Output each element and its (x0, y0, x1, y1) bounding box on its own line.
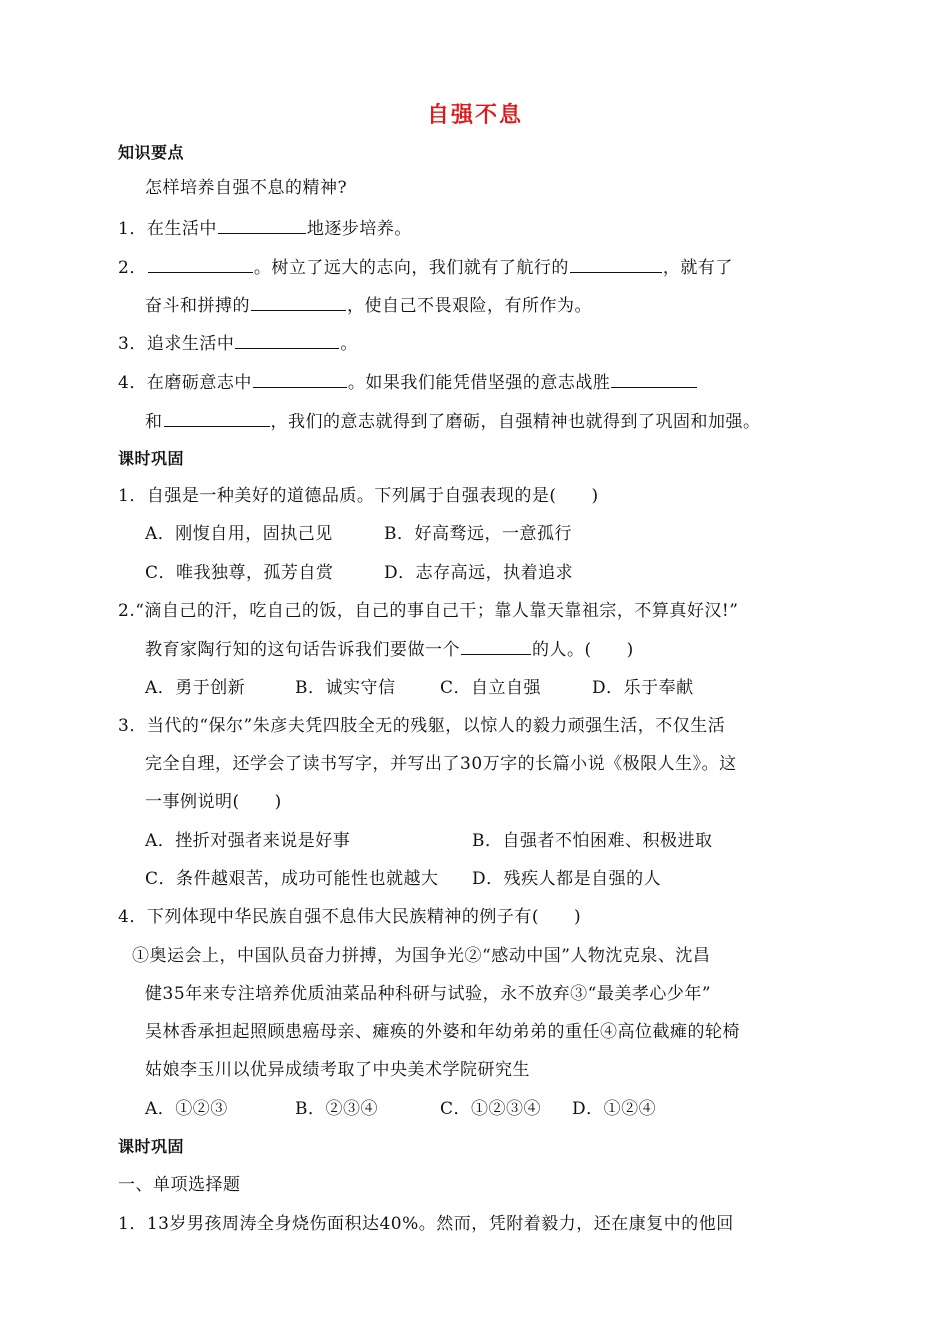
text-fragment: 。树立了远大的志向，我们就有了航行的 (253, 258, 569, 278)
fill-blank (251, 293, 346, 311)
fill-blank (164, 409, 270, 427)
text-fragment: 3．追求生活中 (118, 334, 235, 354)
text-fragment: 。 (340, 334, 358, 354)
section-heading-knowledge: 知识要点 (118, 143, 185, 162)
q2-option-b: B．诚实守信 (295, 678, 396, 698)
q3-option-d: D．残疾人都是自强的人 (472, 869, 662, 889)
question-3-cont-1: 完全自理，还学会了读书写字，并写出了30万字的长篇小说《极限人生》。这 (145, 754, 737, 774)
text-fragment: 和 (145, 412, 163, 432)
text-fragment: 2． (118, 258, 147, 278)
question-2: 2.“滴自己的汗，吃自己的饭，自己的事自己干；靠人靠天靠祖宗，不算真好汉!” (118, 601, 739, 621)
question-1: 1．自强是一种美好的道德品质。下列属于自强表现的是( ) (118, 486, 599, 506)
text-fragment: 4．在磨砺意志中 (118, 373, 252, 393)
knowledge-item-1 (118, 216, 412, 241)
q1-option-d: D．志存高远，执着追求 (384, 563, 574, 583)
q3-option-b: B．自强者不怕困难、积极进取 (472, 831, 713, 851)
question-4: 4．下列体现中华民族自强不息伟大民族精神的例子有( ) (118, 907, 582, 927)
q1-option-c: C．唯我独尊，孤芳自赏 (145, 563, 334, 583)
practice-question-1: 1．13岁男孩周涛全身烧伤面积达40%。然而，凭附着毅力，还在康复中的他回 (118, 1214, 734, 1234)
knowledge-item-2-cont (145, 293, 592, 318)
text-fragment: 1．在生活中 (118, 219, 217, 239)
fill-blank (253, 370, 347, 388)
q1-option-a: A．刚愎自用，固执己见 (145, 524, 333, 544)
knowledge-item-4 (118, 370, 698, 395)
knowledge-item-4-cont (145, 409, 761, 434)
q4-option-d: D．①②④ (572, 1099, 657, 1119)
q4-option-c: C．①②③④ (440, 1099, 542, 1119)
fill-blank (570, 255, 662, 273)
page-title: 自强不息 (426, 103, 523, 128)
text-fragment: 地逐步培养。 (306, 219, 412, 239)
question-4-cont-4: 姑娘李玉川以优异成绩考取了中央美术学院研究生 (145, 1060, 530, 1080)
subsection-heading: 一、单项选择题 (118, 1175, 241, 1195)
knowledge-item-3 (118, 331, 358, 356)
fill-blank (611, 370, 697, 388)
question-4-cont-3: 吴林香承担起照顾患癌母亲、瘫痪的外婆和年幼弟弟的重任④高位截瘫的轮椅 (145, 1022, 740, 1042)
knowledge-item-2 (118, 255, 733, 280)
fill-blank (148, 255, 253, 273)
q3-option-c: C．条件越艰苦，成功可能性也就越大 (145, 869, 439, 889)
q2-option-d: D．乐于奉献 (592, 678, 694, 698)
fill-blank (218, 216, 306, 234)
q1-option-b: B．好高骛远，一意孤行 (384, 524, 572, 544)
question-3: 3．当代的“保尔”朱彦夫凭四肢全无的残躯，以惊人的毅力顽强生活，不仅生活 (118, 716, 726, 736)
section-heading-practice: 课时巩固 (118, 449, 185, 468)
question-3-cont-2: 一事例说明( ) (145, 792, 282, 812)
q4-option-a: A．①②③ (145, 1099, 228, 1119)
section-heading-practice-2: 课时巩固 (118, 1137, 185, 1156)
knowledge-intro: 怎样培养自强不息的精神? (145, 178, 348, 198)
text-fragment: ，我们的意志就得到了磨砺，自强精神也就得到了巩固和加强。 (270, 412, 761, 432)
text-fragment: ，就有了 (662, 258, 733, 278)
question-2-cont (145, 637, 634, 662)
text-fragment: 的人。( ) (532, 640, 634, 660)
q4-option-b: B．②③④ (295, 1099, 378, 1119)
text-fragment: ，使自己不畏艰险，有所作为。 (347, 296, 592, 316)
question-4-cont-2: 健35年来专注培养优质油菜品种科研与试验，永不放弃③“最美孝心少年” (145, 984, 712, 1004)
fill-blank (461, 637, 531, 655)
text-fragment: 教育家陶行知的这句话告诉我们要做一个 (145, 640, 460, 660)
question-4-cont-1: ①奥运会上，中国队员奋力拼搏，为国争光②“感动中国”人物沈克泉、沈昌 (132, 946, 711, 966)
text-fragment: 。如果我们能凭借坚强的意志战胜 (347, 373, 611, 393)
text-fragment: 奋斗和拼搏的 (145, 296, 250, 316)
q2-option-c: C．自立自强 (440, 678, 542, 698)
fill-blank (235, 331, 339, 349)
q3-option-a: A．挫折对强者来说是好事 (145, 831, 351, 851)
q2-option-a: A．勇于创新 (145, 678, 246, 698)
